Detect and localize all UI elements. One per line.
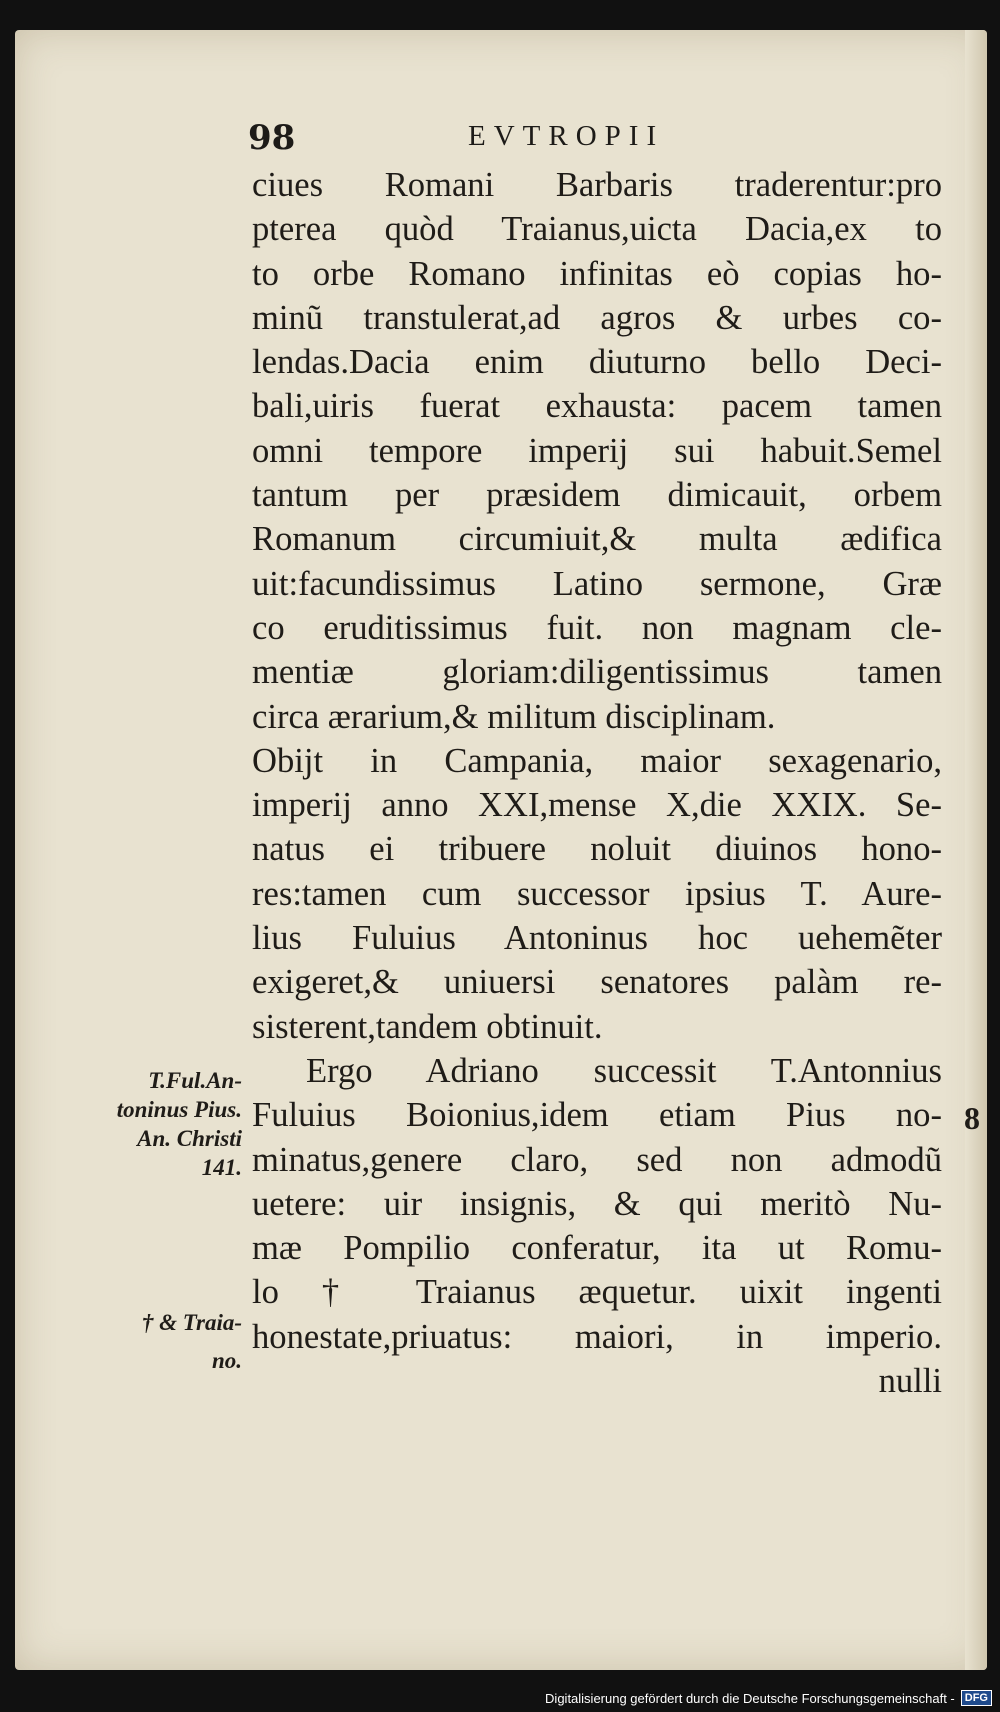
text-line: bali,uiris fuerat exhausta: pacem tamen bbox=[252, 387, 942, 426]
body-text bbox=[252, 163, 942, 1403]
text-line: Romanum circumiuit,& multa ædifica bbox=[252, 520, 942, 559]
text-line: honestate,priuatus: maiori, in imperio. bbox=[252, 1317, 942, 1356]
text-line: sisterent,tandem obtinuit. bbox=[252, 1007, 603, 1046]
text-line: minatus,genere claro, sed non admodũ bbox=[252, 1140, 942, 1179]
text-line: ciues Romani Barbaris traderentur:pro bbox=[252, 166, 942, 204]
footer-credit: Digitalisierung gefördert durch die Deutsche Forschungsgemeinschaft - bbox=[545, 1690, 955, 1706]
text-line: uetere: uir insignis, & qui meritò Nu- bbox=[252, 1184, 942, 1223]
text-line: Ergo Adriano successit T.Antonnius bbox=[306, 1051, 942, 1090]
digitization-footer bbox=[545, 1688, 992, 1708]
margin-note-line: no. bbox=[211, 1348, 242, 1373]
text-line: minũ transtulerat,ad agros & urbes co- bbox=[252, 298, 942, 337]
text-line: pterea quòd Traianus,uicta Dacia,ex to bbox=[252, 210, 942, 249]
text-line: lo † Traianus æquetur. uixit ingenti bbox=[252, 1273, 942, 1312]
text-line: lius Fuluius Antoninus hoc uehemẽter bbox=[252, 919, 942, 958]
text-line: imperij anno XXI,mense X,die XXIX. Se- bbox=[252, 786, 942, 825]
text-line: mæ Pompilio conferatur, ita ut Romu- bbox=[252, 1229, 942, 1268]
margin-note-antoninus bbox=[70, 1066, 242, 1182]
text-line: circa ærarium,& militum disciplinam. bbox=[252, 697, 776, 736]
margin-number: 8 bbox=[964, 1100, 980, 1136]
text-line: omni tempore imperij sui habuit.Semel bbox=[252, 431, 942, 470]
page-header bbox=[248, 118, 948, 162]
page-edge bbox=[965, 30, 987, 1670]
text-line: natus ei tribuere noluit diuinos hono- bbox=[252, 830, 942, 869]
margin-note-line: An. Christi bbox=[137, 1126, 242, 1151]
text-line: mentiæ gloriam:diligentissimus tamen bbox=[252, 653, 942, 692]
text-line: Fuluius Boionius,idem etiam Pius no- bbox=[252, 1096, 942, 1135]
text-line: lendas.Dacia enim diuturno bello Deci- bbox=[252, 343, 942, 382]
text-line: co eruditissimus fuit. non magnam cle- bbox=[252, 608, 942, 647]
text-line: uit:facundissimus Latino sermone, Græ bbox=[252, 564, 942, 603]
catchword: nulli bbox=[878, 1362, 942, 1401]
text-line: to orbe Romano infinitas eò copias ho- bbox=[252, 254, 942, 293]
page-number: 98 bbox=[248, 118, 296, 158]
margin-note-line: † & Traia- bbox=[141, 1310, 242, 1335]
text-line: res:tamen cum successor ipsius T. Aure- bbox=[252, 874, 942, 913]
margin-note-line: T.Ful.An- bbox=[148, 1068, 242, 1093]
dfg-logo: DFG bbox=[961, 1690, 992, 1706]
running-title: EVTROPII bbox=[468, 120, 665, 152]
text-line: Obijt in Campania, maior sexagenario, bbox=[252, 741, 942, 780]
text-line: tantum per præsidem dimicauit, orbem bbox=[252, 476, 942, 515]
margin-note-line: toninus Pius. bbox=[116, 1097, 242, 1122]
text-line: exigeret,& uniuersi senatores palàm re- bbox=[252, 963, 942, 1002]
margin-note-line: 141. bbox=[201, 1155, 242, 1180]
margin-note-traiano bbox=[70, 1304, 242, 1380]
